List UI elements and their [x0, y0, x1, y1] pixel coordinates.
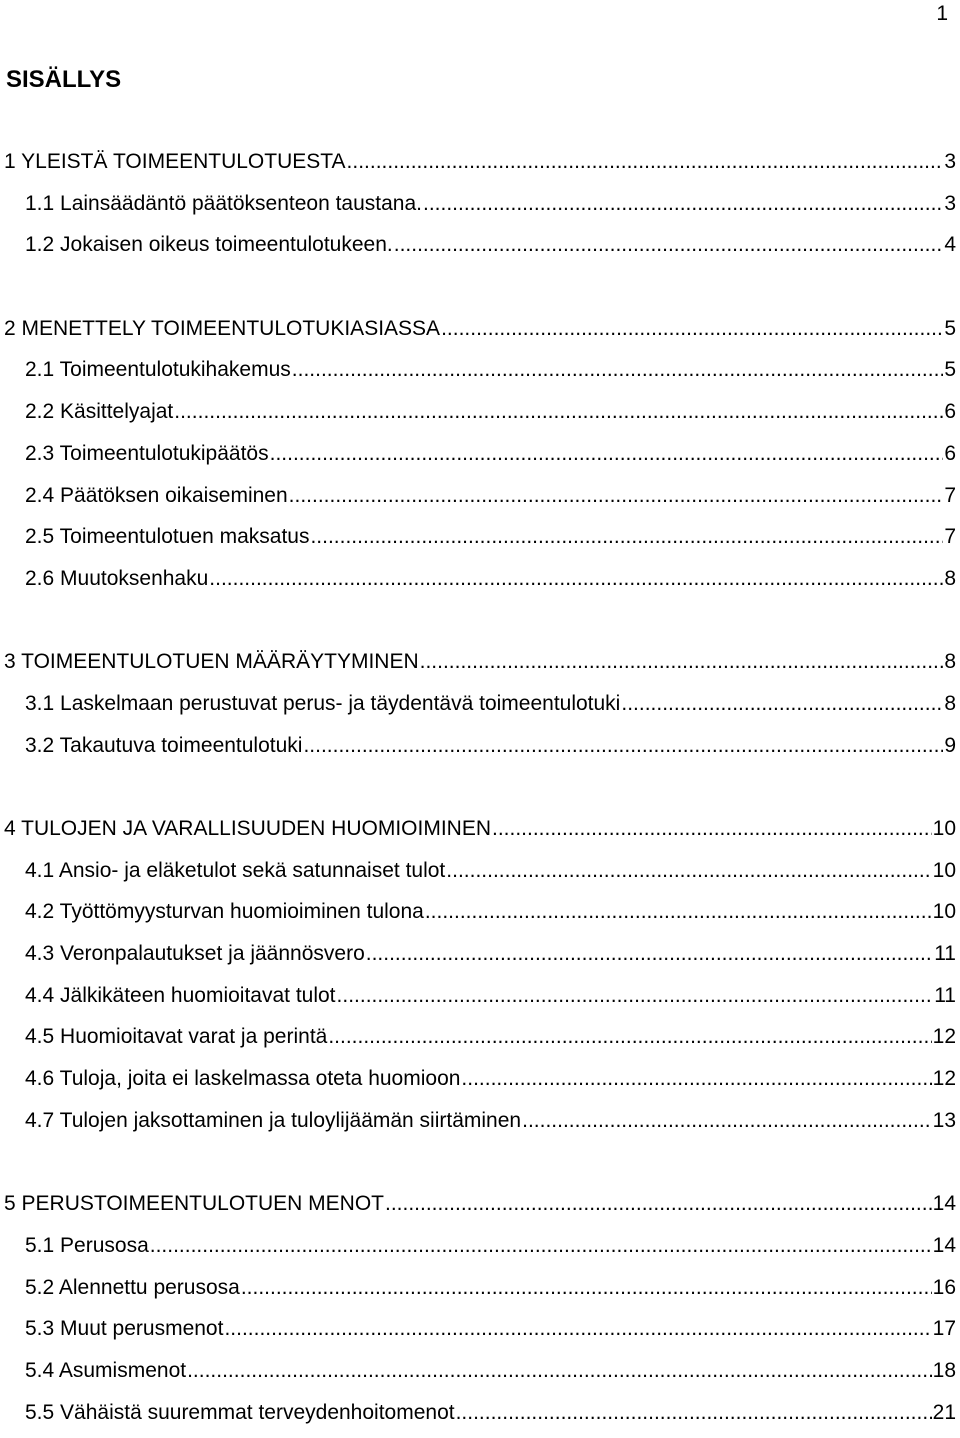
dot-leader [522, 1105, 932, 1137]
toc-entry[interactable] [0, 938, 960, 980]
toc-title: SISÄLLYS [6, 66, 122, 93]
toc-entry-page: 12 [932, 1067, 956, 1091]
dot-leader [209, 563, 943, 595]
toc-entry-page: 8 [944, 691, 956, 715]
toc-entry-page: 17 [932, 1317, 956, 1341]
toc-entry-page: 13 [932, 1108, 956, 1132]
toc-entry-title: 5.3 Muut perusmenot [25, 1317, 224, 1341]
toc-entry-page: 6 [944, 441, 956, 465]
toc-entry-title: 1.2 Jokaisen oikeus toimeentulotukeen. [25, 233, 393, 257]
page-number: 1 [936, 2, 948, 25]
toc-entry-page: 14 [932, 1192, 956, 1216]
dot-leader [303, 730, 943, 762]
toc-entry[interactable] [0, 730, 960, 772]
toc-entry-page: 18 [932, 1358, 956, 1382]
toc-entry[interactable] [0, 813, 960, 855]
toc-entry-page: 10 [932, 858, 956, 882]
toc-entry-title: 2.6 Muutoksenhaku [25, 566, 209, 590]
toc-entry[interactable] [0, 229, 960, 271]
dot-leader [621, 688, 943, 720]
toc-entry-title: 2.3 Toimeentulotukipäätös [25, 441, 269, 465]
toc-entry-page: 12 [932, 1025, 956, 1049]
toc-entry-page: 16 [932, 1275, 956, 1299]
toc-entry[interactable] [0, 646, 960, 688]
dot-leader [292, 354, 944, 386]
toc-entry-title: 2.2 Käsittelyajat [25, 400, 174, 424]
toc-entry-title: 1 YLEISTÄ TOIMEENTULOTUESTA [4, 150, 346, 173]
toc-entry[interactable] [0, 1230, 960, 1272]
dot-leader [492, 813, 932, 845]
toc-entry-title: 5.5 Vähäistä suuremmat terveydenhoitomenot [25, 1400, 455, 1424]
dot-leader [328, 1021, 931, 1053]
toc-entry-page: 5 [944, 358, 956, 382]
toc-entry[interactable] [0, 521, 960, 563]
toc-entry-title: 3 TOIMEENTULOTUEN MÄÄRÄYTYMINEN [4, 650, 419, 674]
toc-entry[interactable] [0, 1397, 960, 1438]
dot-leader [337, 980, 934, 1012]
dot-leader [441, 313, 943, 345]
toc-entry[interactable] [0, 354, 960, 396]
dot-leader [150, 1230, 932, 1262]
toc-entry-title: 2 MENETTELY TOIMEENTULOTUKIASIASSA [4, 316, 441, 340]
dot-leader [385, 1188, 932, 1220]
toc-entry-title: 5.1 Perusosa [25, 1233, 149, 1257]
toc-entry-page: 14 [932, 1233, 956, 1257]
toc-entry-page: 8 [944, 566, 956, 590]
toc-entry-title: 4.4 Jälkikäteen huomioitavat tulot [25, 983, 336, 1007]
toc-entry[interactable] [0, 1313, 960, 1355]
toc-entry-title: 2.4 Päätöksen oikaiseminen [25, 483, 288, 507]
toc-entry-page: 10 [932, 817, 956, 840]
dot-leader [241, 1272, 932, 1304]
toc-entry-title: 2.5 Toimeentulotuen maksatus [25, 525, 310, 549]
toc-entry-page: 3 [944, 191, 956, 215]
dot-leader [310, 521, 943, 553]
toc-entry[interactable] [0, 1272, 960, 1314]
toc-entry-page: 7 [944, 483, 956, 507]
toc-entry-title: 5 PERUSTOIMEENTULOTUEN MENOT [4, 1192, 384, 1216]
dot-leader [423, 188, 943, 220]
toc-entry[interactable] [0, 563, 960, 605]
toc-entry-page: 8 [944, 650, 956, 674]
dot-leader [461, 1063, 931, 1095]
toc-entry-title: 3.2 Takautuva toimeentulotuki [25, 733, 303, 757]
dot-leader [420, 646, 944, 678]
toc-entry[interactable] [0, 1063, 960, 1105]
toc-entry-title: 3.1 Laskelmaan perustuvat perus- ja täydentävä toimeentulotuki [25, 691, 621, 715]
dot-leader [456, 1397, 932, 1429]
toc-entry[interactable] [0, 146, 960, 188]
toc-entry-title: 4 TULOJEN JA VARALLISUUDEN HUOMIOIMINEN [4, 817, 491, 840]
dot-leader [224, 1313, 931, 1345]
toc-entry-title: 4.7 Tulojen jaksottaminen ja tuloylijäämän siirtäminen [25, 1108, 522, 1132]
toc-entry-page: 10 [932, 900, 956, 924]
dot-leader [174, 396, 943, 428]
toc-entry[interactable] [0, 480, 960, 522]
toc-entry-title: 4.1 Ansio- ja eläketulot sekä satunnaiset tulot [25, 858, 446, 882]
dot-leader [394, 229, 944, 261]
dot-leader [289, 480, 944, 512]
dot-leader [347, 146, 944, 178]
toc-entry-page: 9 [944, 733, 956, 757]
toc-entry-page: 4 [944, 233, 956, 257]
toc-entry-page: 7 [944, 525, 956, 549]
toc-entry-title: 5.4 Asumismenot [25, 1358, 187, 1382]
toc-entry-page: 21 [932, 1400, 956, 1424]
toc-entry-title: 4.3 Veronpalautukset ja jäännösvero [25, 942, 365, 966]
toc-entry-title: 4.6 Tuloja, joita ei laskelmassa oteta huomioon [25, 1067, 461, 1091]
toc-entry-title: 1.1 Lainsäädäntö päätöksenteon taustana. [25, 191, 422, 215]
toc-entry[interactable] [0, 1021, 960, 1063]
dot-leader [270, 438, 944, 470]
table-of-contents [0, 146, 960, 1438]
toc-entry[interactable] [0, 313, 960, 355]
toc-entry[interactable] [0, 1105, 960, 1147]
toc-entry-title: 5.2 Alennettu perusosa [25, 1275, 240, 1299]
toc-entry-page: 5 [944, 316, 956, 340]
toc-entry[interactable] [0, 188, 960, 230]
toc-entry[interactable] [0, 438, 960, 480]
toc-entry[interactable] [0, 980, 960, 1022]
toc-entry[interactable] [0, 396, 960, 438]
toc-entry[interactable] [0, 896, 960, 938]
toc-entry-page: 11 [934, 942, 956, 966]
dot-leader [187, 1355, 932, 1387]
dot-leader [446, 855, 931, 887]
toc-entry-page: 11 [934, 983, 956, 1007]
toc-entry-title: 2.1 Toimeentulotukihakemus [25, 358, 291, 382]
toc-entry[interactable] [0, 1355, 960, 1397]
toc-entry-page: 6 [944, 400, 956, 424]
toc-entry[interactable] [0, 855, 960, 897]
toc-entry-page: 3 [944, 150, 956, 173]
toc-entry[interactable] [0, 688, 960, 730]
dot-leader [425, 896, 932, 928]
toc-entry[interactable] [0, 1188, 960, 1230]
toc-entry-title: 4.5 Huomioitavat varat ja perintä [25, 1025, 328, 1049]
dot-leader [366, 938, 933, 970]
toc-entry-title: 4.2 Työttömyysturvan huomioiminen tulona [25, 900, 424, 924]
